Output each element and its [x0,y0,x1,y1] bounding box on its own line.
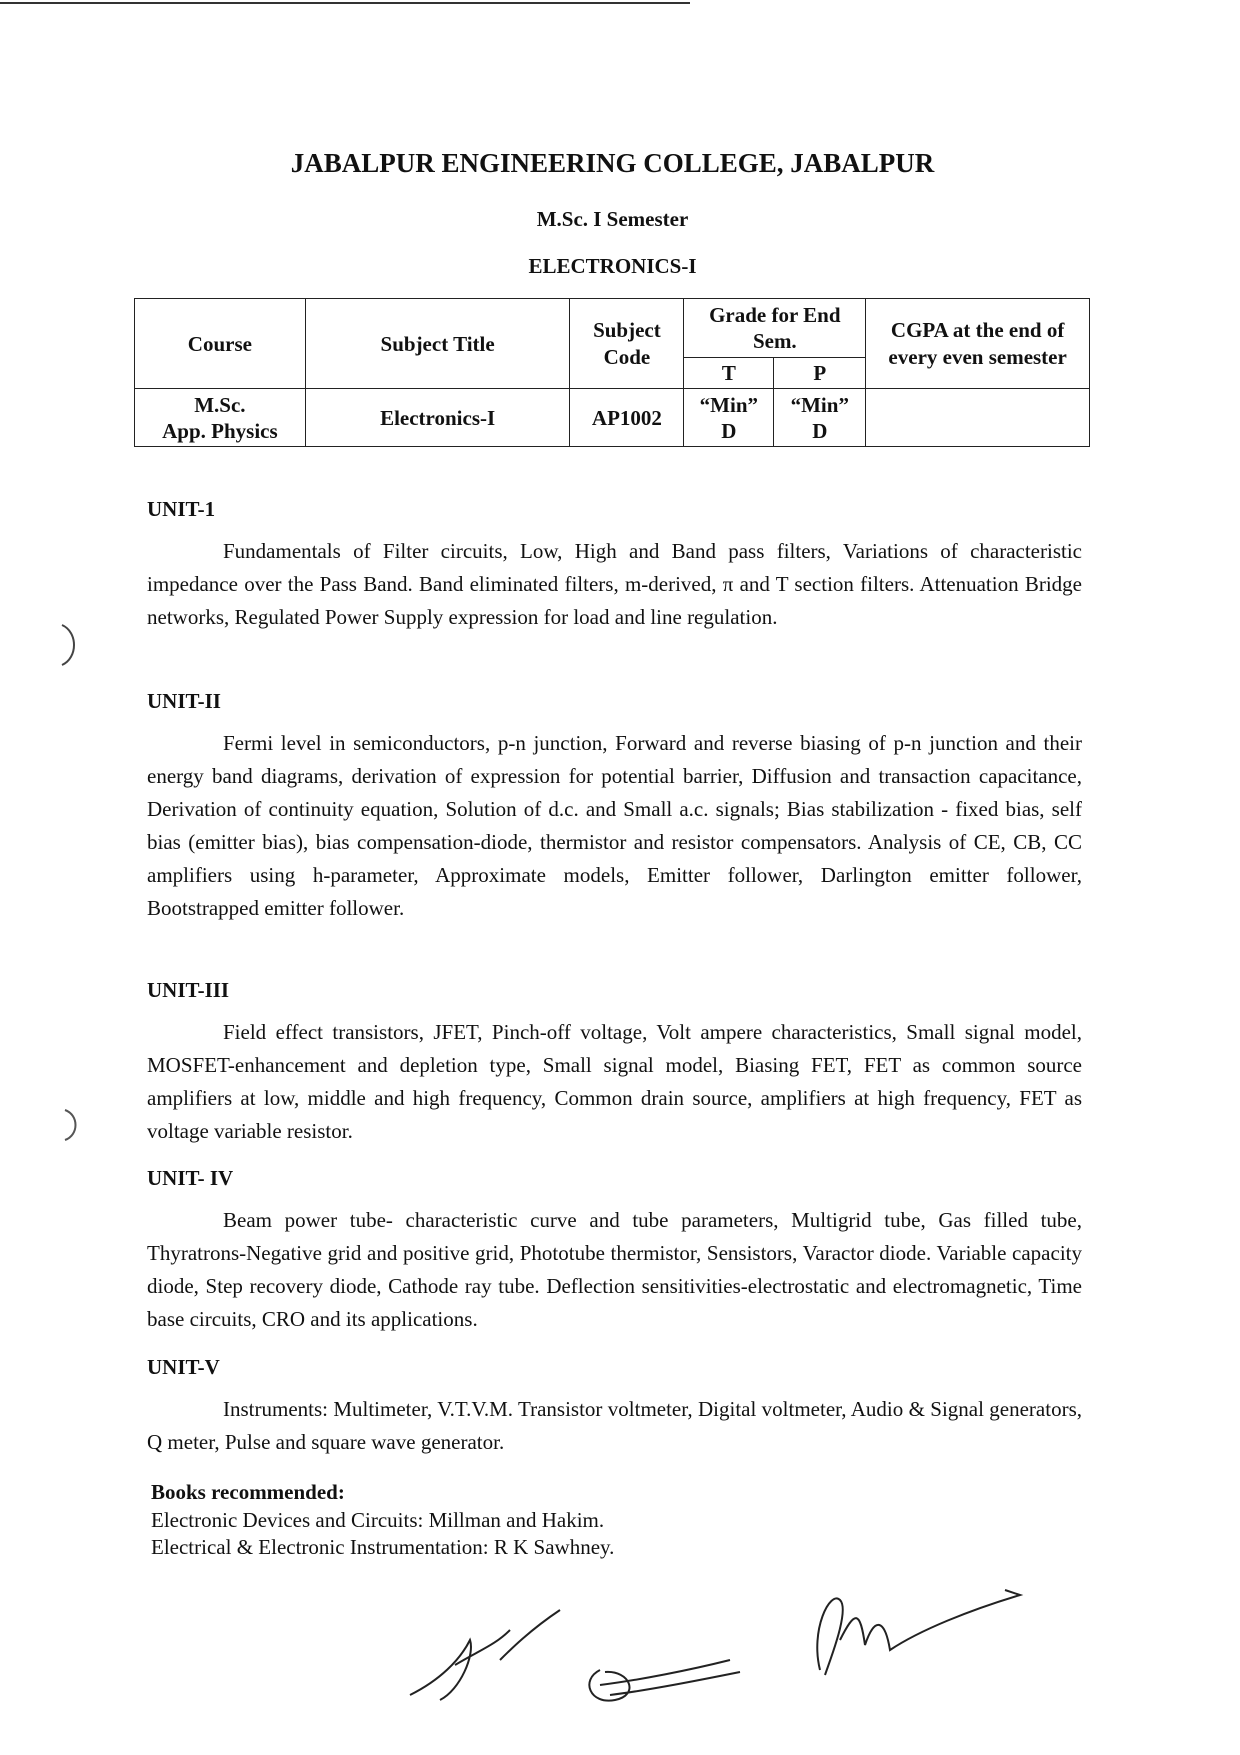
unit-2-heading: UNIT-II [147,689,221,713]
semester-title: M.Sc. I Semester [536,207,689,231]
unit-1-text: Fundamentals of Filter circuits, Low, High and Band pass filters, Variations of characteristic impedance over the Pass Band. Band eliminated filters, m-derived, π and T section filters. Attenuation Bridge networks, Regulated Power Supply expression for load and line regulation. [147,539,1082,629]
book-item: Electrical & Electronic Instrumentation: R K Sawhney. [151,1535,615,1559]
header-subject-code: Subject Code [570,299,684,389]
header-grade-p: P [774,358,866,389]
header-grade-t: T [684,358,774,389]
grade-t-line-2: D [721,418,737,443]
punch-hole-mark [55,1105,85,1145]
college-name: JABALPUR ENGINEERING COLLEGE, JABALPUR [290,148,935,178]
unit-5-heading: UNIT-V [147,1355,220,1379]
table-header-row [135,299,1090,358]
header-cgpa: CGPA at the end of every even semester [866,299,1090,389]
grade-t-line-1: “Min” [699,392,759,417]
unit-2-text: Fermi level in semiconductors, p-n junction, Forward and reverse biasing of p-n junction and their energy band diagrams, derivation of expression for potential barrier, Diffusion and transaction capacitance, Derivation of continuity equation, Solution of d.c. and Small a.c. signals; Bias stabilization - fixed bias, self bias (emitter bias), bias compensation-diode, thermistor and resistor compensators. Analysis of CE, CB, CC amplifiers using h-parameter, Approximate models, Emitter follower, Darlington emitter follower, Bootstrapped emitter follower. [147,731,1082,920]
table-row [135,389,1090,447]
signature-1 [400,1600,760,1720]
header-subject-title: Subject Title [305,299,570,389]
course-line-2: App. Physics [162,418,278,443]
scan-top-edge-line [0,2,690,4]
unit-3-text: Field effect transistors, JFET, Pinch-off voltage, Volt ampere characteristics, Small signal model, MOSFET-enhancement and depletion type, Small signal model, Biasing FET, FET as common source amplifiers at low, middle and high frequency, Common drain source, amplifiers at high frequency, FET as voltage variable resistor. [147,1020,1082,1143]
grade-p-line-2: D [812,418,828,443]
cell-subject-code: AP1002 [570,389,684,447]
unit-5-text: Instruments: Multimeter, V.T.V.M. Transistor voltmeter, Digital voltmeter, Audio & Signal generators, Q meter, Pulse and square wave generator. [147,1397,1082,1454]
unit-3-heading: UNIT-III [147,978,230,1002]
cell-grade-t [684,389,774,447]
cell-grade-p [774,389,866,447]
header-grade: Grade for End Sem. [684,299,866,358]
unit-4-heading: UNIT- IV [147,1166,234,1190]
signature-2 [800,1570,1040,1690]
grade-p-line-1: “Min” [790,392,849,417]
books-heading: Books recommended: [151,1480,345,1504]
subject-heading: ELECTRONICS-I [528,254,697,278]
header-course: Course [135,299,306,389]
punch-hole-mark [50,620,80,670]
unit-1-heading: UNIT-1 [147,497,216,521]
book-item: Electronic Devices and Circuits: Millman and Hakim. [151,1508,605,1532]
unit-4-text: Beam power tube- characteristic curve and tube parameters, Multigrid tube, Gas filled tube, Thyratrons-Negative grid and positive grid, Phototube thermistor, Sensistors, Varactor diode. Variable capacity diode, Step recovery diode, Cathode ray tube. Deflection sensitivities-electrostatic and electromagnetic, Time base circuits, CRO and its applications. [147,1208,1082,1331]
cell-course [135,389,306,447]
cell-subject-title: Electronics-I [305,389,570,447]
cell-cgpa [866,389,1090,447]
course-info-table [134,298,1090,447]
course-line-1: M.Sc. [194,392,246,417]
